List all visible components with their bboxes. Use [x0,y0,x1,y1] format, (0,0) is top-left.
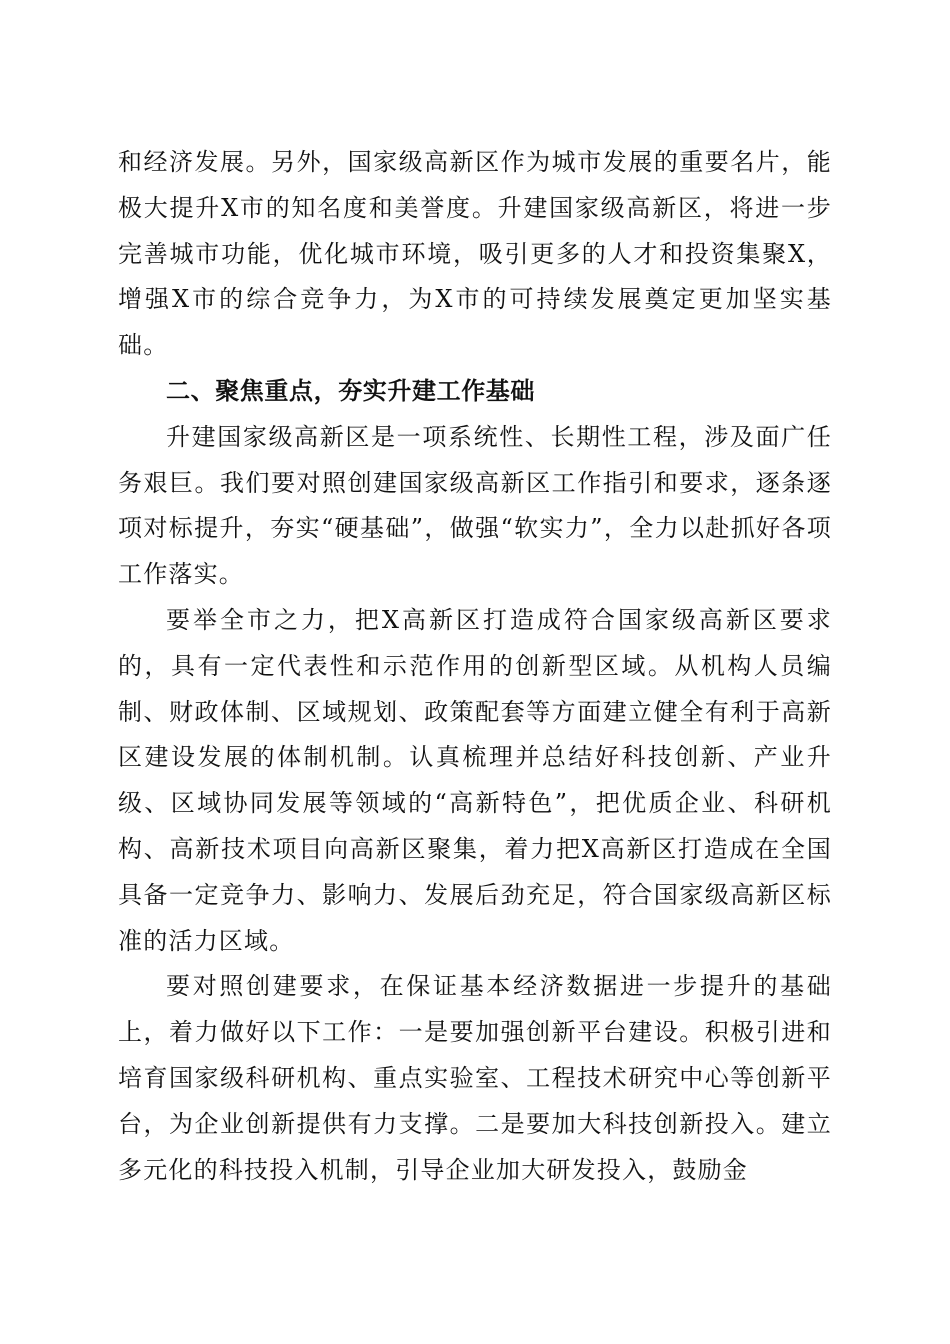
document-body [118,140,832,1193]
paragraph: 升建国家级高新区是一项系统性、长期性工程，涉及面广任务艰巨。我们要对照创建国家级高新区工作指引和要求，逐条逐项对标提升，夯实“硬基础”，做强“软实力”，全力以赴抓好各项工作落实。 [118,422,832,589]
paragraph: 要举全市之力，把X高新区打造成符合国家级高新区要求的，具有一定代表性和示范作用的创新型区域。从机构人员编制、财政体制、区域规划、政策配套等方面建立健全有利于高新区建设发展的体制机制。认真梳理并总结好科技创新、产业升级、区域协同发展等领域的“高新特色”，把优质企业、科研机构、高新技术项目向高新区聚集，着力把X高新区打造成在全国具备一定竞争力、影响力、发展后劲充足，符合国家级高新区标准的活力区域。 [118,605,832,955]
section-heading: 二、聚焦重点，夯实升建工作基础 [166,376,535,405]
paragraph: 要对照创建要求，在保证基本经济数据进一步提升的基础上，着力做好以下工作：一是要加强创新平台建设。积极引进和培育国家级科研机构、重点实验室、工程技术研究中心等创新平台，为企业创新提供有力支撑。二是要加大科技创新投入。建立多元化的科技投入机制，引导企业加大研发投入，鼓励金 [118,972,832,1184]
paragraph-continuation: 和经济发展。另外，国家级高新区作为城市发展的重要名片，能极大提升X市的知名度和美誉度。升建国家级高新区，将进一步完善城市功能，优化城市环境，吸引更多的人才和投资集聚X，增强X市的综合竞争力，为X市的可持续发展奠定更加坚实基础。 [118,148,832,360]
